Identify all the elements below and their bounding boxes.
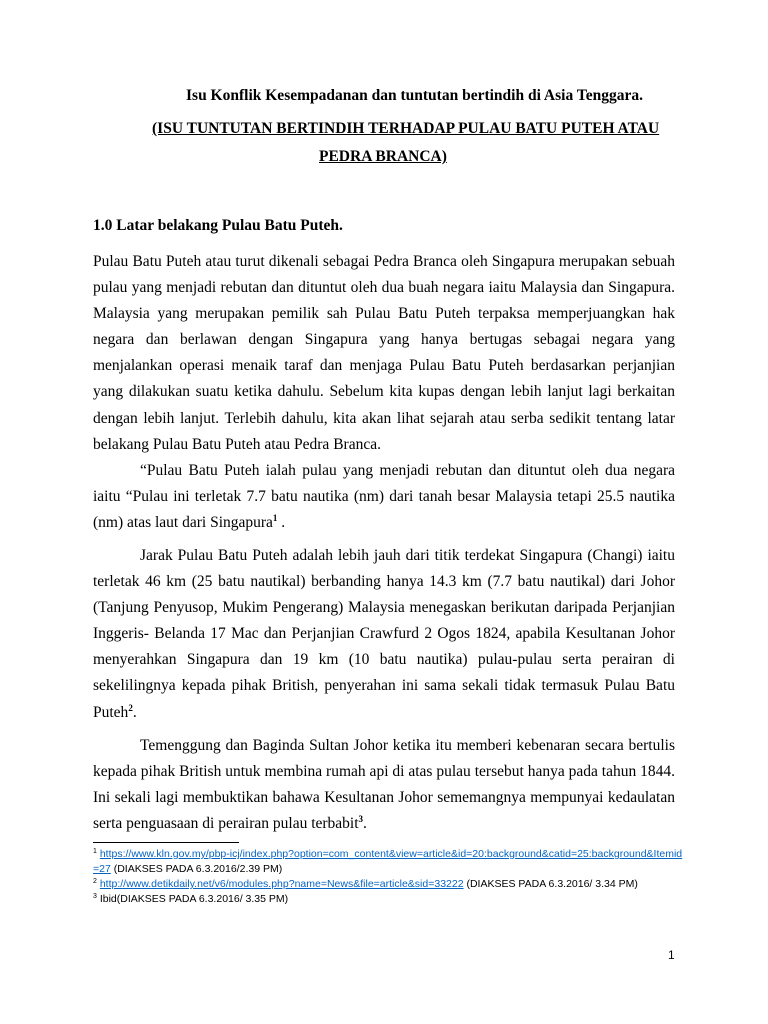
footnote-number: 1 <box>93 848 97 855</box>
paragraph-1: Pulau Batu Puteh atau turut dikenali sebagai Pedra Branca oleh Singapura merupakan sebuah pulau yang menjadi rebutan dan dituntut oleh dua buah negara iaitu Malaysia dan Singapura. Malaysia yang merupakan pemilik sah Pulau Batu Puteh terpaksa memperjuangkan hak negara dan berlawan dengan Singapura yang hanya bertugas sebagai negara yang menjalankan operasi menaik taraf dan menjaga Pulau Batu Puteh berdasarkan perjanjian yang dilakukan suatu ketika dahulu. Sebelum kita kupas dengan lebih lanjut lagi berkaitan dengan lebih lanjut. Terlebih dahulu, kita akan lihat sejarah atau serba sedikit tentang latar belakang Pulau Batu Puteh atau Pedra Branca. <box>93 253 675 453</box>
footnote-number: 2 <box>93 878 97 885</box>
footnote-separator <box>93 842 239 843</box>
footnote-text: (DIAKSES PADA 6.3.2016/ 3.34 PM) <box>463 878 638 890</box>
footnote-ref-3[interactable]: 3 <box>358 814 364 825</box>
footnote-text: (DIAKSES PADA 6.3.2016/2.39 PM) <box>110 863 283 875</box>
footnote-3 <box>93 892 683 907</box>
footnote-number: 3 <box>93 893 97 900</box>
document-subtitle-line2: PEDRA BRANCA) <box>319 148 447 165</box>
paragraph-2 <box>93 458 675 536</box>
footnote-link[interactable]: http://www.detikdaily.net/v6/modules.php?name=News&file=article&sid=33222 <box>99 878 464 890</box>
footnote-link[interactable]: https://www.kln.gov.my/pbp-icj/index.php?option=com_content&view=article&id=20:background&catid=25:background&Itemid=27 <box>93 848 683 875</box>
section-heading: 1.0 Latar belakang Pulau Batu Puteh. <box>93 217 343 234</box>
footnote-ref-2[interactable]: 2 <box>128 702 133 713</box>
paragraph-2-end: . <box>277 514 286 532</box>
paragraph-3-text: Jarak Pulau Batu Puteh adalah lebih jauh dari titik terdekat Singapura (Changi) iaitu terletak 46 km (25 batu nautikal) berbanding hanya 14.3 km (7.7 batu nautikal) dari Johor (Tanjung Penyusop, Mukim Pengerang) Malaysia menegaskan berikutan daripada Perjanjian Inggeris- Belanda 17 Mac dan Perjanjian Crawfurd 2 Ogos 1824, apabila Kesultanan Johor menyerahkan Singapura dan 19 km (10 batu nautika) pulau-pulau serta perairan di sekelilingnya kepada pihak British, penyerahan ini sama sekali tidak termasuk Pulau Batu Puteh <box>93 547 675 721</box>
document-title: Isu Konflik Kesempadanan dan tuntutan bertindih di Asia Tenggara. <box>186 87 643 104</box>
paragraph-4-end: . <box>363 815 367 833</box>
paragraph-3-end: . <box>132 703 137 721</box>
footnote-ref-1[interactable]: 1 <box>272 513 278 524</box>
paragraph-4-text: Temenggung dan Baginda Sultan Johor ketika itu memberi kebenaran secara bertulis kepada pihak British untuk membina rumah api di atas pulau tersebut hanya pada tahun 1844. Ini sekali lagi membuktikan bahawa Kesultanan Johor sememangnya mempunyai kedaulatan serta penguasaan di perairan pulau terbabit <box>93 737 675 833</box>
footnote-1 <box>93 847 683 877</box>
footnotes <box>93 847 683 907</box>
paragraph-3 <box>93 543 675 726</box>
paragraph-4 <box>93 733 675 837</box>
footnote-2 <box>93 877 683 892</box>
document-subtitle-line1: (ISU TUNTUTAN BERTINDIH TERHADAP PULAU BATU PUTEH ATAU <box>152 120 660 137</box>
paragraph-2-text: “Pulau Batu Puteh ialah pulau yang menjadi rebutan dan dituntut oleh dua negara iaitu “Pulau ini terletak 7.7 batu nautika (nm) dari tanah besar Malaysia tetapi 25.5 nautika (nm) atas laut dari Singapura <box>93 462 675 532</box>
footnote-text: Ibid(DIAKSES PADA 6.3.2016/ 3.35 PM) <box>99 893 289 905</box>
page-number: 1 <box>668 948 675 962</box>
